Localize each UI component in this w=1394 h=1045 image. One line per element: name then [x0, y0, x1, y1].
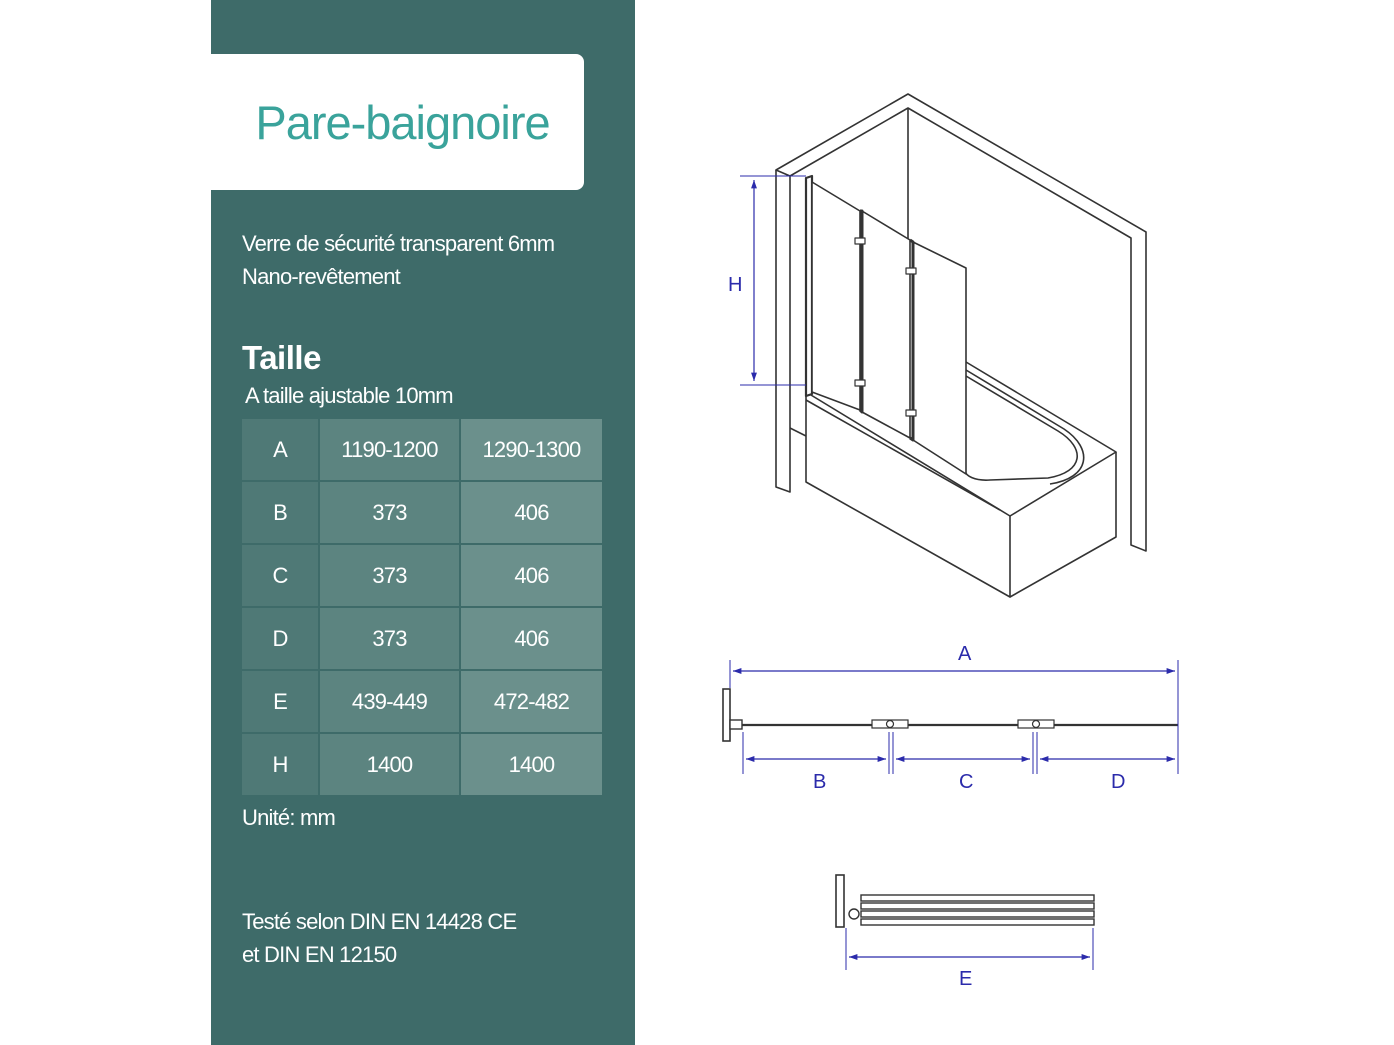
isometric-bath-drawing: [776, 94, 1146, 597]
dim-label-e: E: [959, 968, 973, 990]
adjustable-note: A taille ajustable 10mm: [245, 383, 453, 408]
dim-label-h: H: [728, 274, 743, 296]
dim-label-d: D: [1111, 771, 1126, 793]
row-label: E: [242, 671, 318, 734]
dim-label-a: A: [958, 643, 972, 665]
top-view-drawing: [723, 643, 1178, 793]
certification-line-2: et DIN EN 12150: [242, 942, 397, 967]
feature-glass: Verre de sécurité transparent 6mm: [242, 231, 555, 256]
size-value: 1400: [461, 734, 602, 797]
size-value: 373: [320, 608, 459, 671]
size-value: 1190-1200: [320, 419, 459, 482]
unit-note: Unité: mm: [242, 805, 336, 830]
dim-label-c: C: [959, 771, 974, 793]
row-label: H: [242, 734, 318, 797]
certification-line-1: Testé selon DIN EN 14428 CE: [242, 909, 517, 934]
row-label: C: [242, 545, 318, 608]
size-value: 1400: [320, 734, 459, 797]
size-value: 1290-1300: [461, 419, 602, 482]
feature-coating: Nano-revêtement: [242, 264, 400, 289]
size-value: 406: [461, 545, 602, 608]
size-value: 439-449: [320, 671, 459, 734]
row-label: A: [242, 419, 318, 482]
size-value: 406: [461, 608, 602, 671]
product-title: Pare-baignoire: [255, 95, 550, 149]
size-value: 373: [320, 545, 459, 608]
size-value: 472-482: [461, 671, 602, 734]
row-label: B: [242, 482, 318, 545]
row-label: D: [242, 608, 318, 671]
size-value: 406: [461, 482, 602, 545]
dim-label-b: B: [813, 771, 827, 793]
size-value: 373: [320, 482, 459, 545]
height-dimension: [728, 176, 806, 385]
folded-view-drawing: [836, 875, 1094, 990]
size-heading: Taille: [242, 339, 321, 376]
